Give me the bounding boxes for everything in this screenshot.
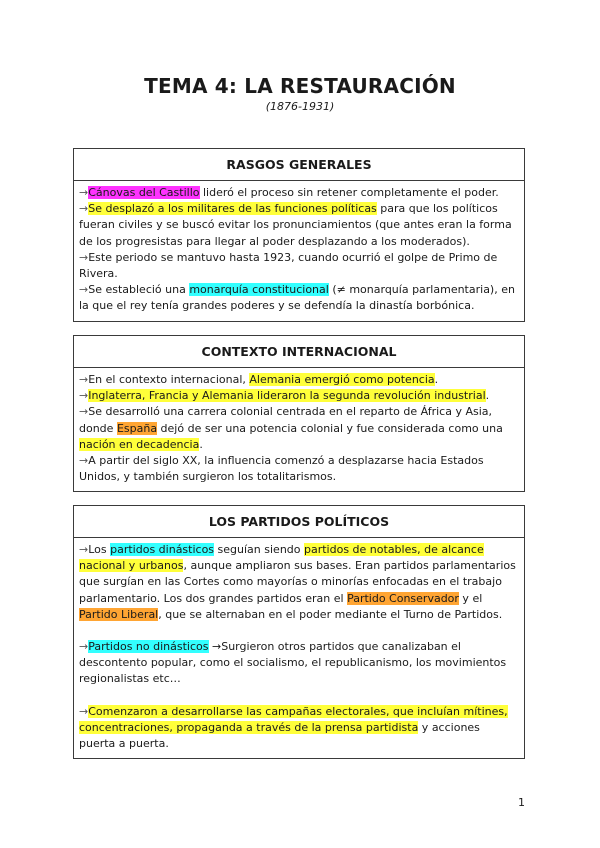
arrow-icon: → (79, 704, 89, 718)
text: dejó de ser una potencia colonial y fue considerada como una (157, 421, 503, 435)
page-subtitle: (1876-1931) (265, 100, 335, 113)
highlight-yellow: partidos de notables, de alcance nacional y urbanos (79, 543, 484, 573)
highlight-cyan: partidos dinásticos (110, 543, 215, 556)
text: para que los políticos fueran civiles y se buscó evitar los pronunciamientos (que antes eran la forma de los progresistas para llegar al poder desplazando a los moderados). (79, 202, 512, 248)
text: . (199, 437, 203, 451)
arrow-icon: → (79, 543, 89, 556)
arrow-icon: → (79, 250, 89, 264)
paragraph (79, 388, 519, 404)
text: . (485, 389, 490, 403)
arrow-icon: → (79, 202, 89, 216)
text: En el contexto internacional, (88, 373, 250, 386)
page-title: TEMA 4: LA RESTAURACIÓN (144, 74, 456, 98)
highlight-yellow: Alemania emergió como potencia (249, 373, 435, 386)
section-body (74, 538, 524, 758)
paragraph (79, 372, 519, 388)
arrow-icon: → (79, 283, 89, 297)
section-heading: LOS PARTIDOS POLÍTICOS (74, 506, 524, 538)
text: (≠ monarquía parlamentaria), en la que el rey tenía grandes poderes y se defendía la dinastía borbónica. (79, 283, 515, 313)
paragraph (79, 542, 519, 623)
highlight-yellow: Se desplazó a los militares de las funciones políticas (88, 202, 377, 216)
highlight-cyan: monarquía constitucional (189, 283, 329, 297)
section-body (74, 368, 524, 491)
paragraph (79, 404, 519, 453)
paragraph (79, 185, 519, 201)
highlight-orange: España (116, 421, 158, 435)
highlight-yellow: Comenzaron a desarrollarse las campañas electorales, que incluían mítines, concentraciones, propaganda a través de la prensa partidista (79, 704, 508, 734)
paragraph-gap (79, 623, 519, 639)
section-rasgos-generales (73, 148, 525, 322)
text: Se estableció una (88, 283, 190, 297)
paragraph (79, 704, 519, 753)
text: →Surgieron otros partidos que canalizaban el descontento popular, como el socialismo, el republicanismo, los movimientos regionalistas etc… (79, 640, 507, 686)
highlight-orange: Partido Liberal (79, 607, 159, 621)
paragraph (79, 639, 519, 688)
text: , aunque ampliaron sus bases. Eran partidos parlamentarios que surgían en las Cortes como mayorías o minorías enfocadas en el trabajo parlamentario. Los dos grandes partidos eran el (79, 559, 516, 605)
highlight-yellow: nación en decadencia (79, 437, 200, 451)
section-heading: RASGOS GENERALES (74, 149, 524, 181)
text: seguían siendo (214, 543, 304, 556)
section-body (74, 181, 524, 321)
text: , que se alternaban en el poder mediante el Turno de Partidos. (158, 607, 503, 621)
text: Se desarrolló una carrera colonial centrada en el reparto de África y Asia, donde (79, 405, 493, 435)
paragraph (79, 453, 519, 485)
arrow-icon: → (79, 405, 89, 419)
page-number: 1 (518, 796, 525, 809)
text: lideró el proceso sin retener completamente el poder. (199, 186, 499, 199)
section-heading: CONTEXTO INTERNACIONAL (74, 336, 524, 368)
paragraph (79, 201, 519, 250)
text: Los (88, 543, 111, 556)
text: . (434, 373, 439, 386)
arrow-icon: → (79, 640, 89, 654)
highlight-yellow: Inglaterra, Francia y Alemania lideraron la segunda revolución industrial (88, 389, 486, 403)
arrow-icon: → (79, 389, 89, 403)
text: y acciones puerta a puerta. (79, 720, 480, 751)
paragraph-gap (79, 688, 519, 704)
section-contexto-internacional (73, 335, 525, 492)
section-partidos-politicos (73, 505, 525, 759)
highlight-cyan: Partidos no dinásticos (88, 640, 209, 654)
arrow-icon: → (79, 186, 89, 199)
highlight-pink: Cánovas del Castillo (88, 186, 200, 199)
text: Este periodo se mantuvo hasta 1923, cuando ocurrió el golpe de Primo de Rivera. (79, 250, 498, 281)
highlight-orange: Partido Conservador (347, 591, 459, 605)
text: y el (458, 591, 483, 605)
arrow-icon: → (79, 373, 89, 386)
text: A partir del siglo XX, la influencia comenzó a desplazarse hacia Estados Unidos, y también surgieron los totalitarismos. (79, 454, 484, 484)
arrow-icon: → (79, 454, 89, 468)
paragraph (79, 250, 519, 282)
paragraph (79, 282, 519, 314)
